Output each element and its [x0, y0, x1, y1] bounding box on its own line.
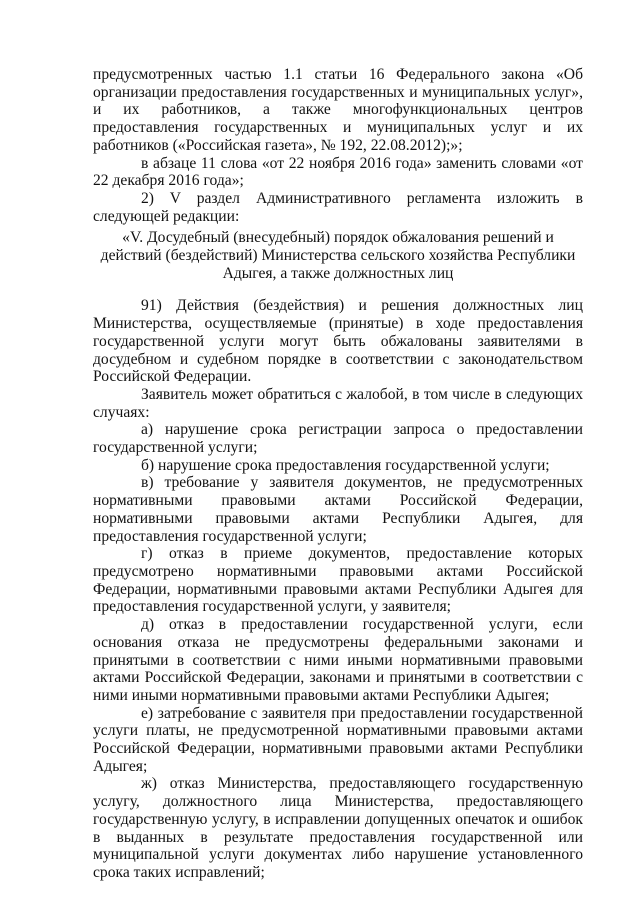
paragraph-continuation: предусмотренных частью 1.1 статьи 16 Федерального закона «Об организации предоставления государственных и муниципальных услуг», и их работников, а также многофункциональных центров предоставления государственных и муниципальных услуг и их работников («Российская газета», № 192, 22.08.2012);»;: [93, 66, 583, 154]
paragraph-complaint-cases: Заявитель может обратиться с жалобой, в том числе в следующих случаях:: [93, 385, 583, 421]
paragraph-91: 91) Действия (бездействия) и решения должностных лиц Министерства, осуществляемые (принятые) в ходе предоставления государственной услуги могут быть обжалованы заявителями в досудебном и судебном порядке в соответствии с законодательством Российской Федерации.: [93, 297, 583, 386]
paragraph-section-v-intro: 2) V раздел Административного регламента изложить в следующей редакции:: [93, 189, 583, 225]
list-item-v: в) требование у заявителя документов, не предусмотренных нормативными правовыми актами Российской Федерации, нормативными правовыми актами Республики Адыгея, для предоставления государственной услуги;: [93, 474, 583, 545]
list-item-g: г) отказ в приеме документов, предоставление которых предусмотрено нормативными правовыми актами Российской Федерации, нормативными правовыми актами Республики Адыгея для предоставления государственной услуги, у заявителя;: [93, 545, 583, 616]
section-heading-line-1: «V. Досудебный (внесудебный) порядок обжалования решений и: [122, 229, 554, 247]
section-heading-line-3: Адыгея, а также должностных лиц: [222, 264, 454, 282]
section-heading-line-2: действий (бездействий) Министерства сельского хозяйства Республики: [100, 247, 576, 265]
paragraph-amendment-date: в абзаце 11 слова «от 22 ноября 2016 года» заменить словами «от 22 декабря 2016 года»;: [93, 154, 583, 190]
list-item-zh: ж) отказ Министерства, предоставляющего государственную услугу, должностного лица Министерства, предоставляющего государственную услугу, в исправлении допущенных опечаток и ошибок в выданных в результате предоставления государственной или муниципальной услуги документах либо нарушение установленного срока таких исправлений;: [93, 775, 583, 881]
list-item-d: д) отказ в предоставлении государственной услуги, если основания отказа не предусмотрены федеральными законами и принятыми в соответствии с ними иными нормативными правовыми актами Российской Федерации, законами и принятыми в соответствии с ними иными нормативными правовыми актами Республики Адыгея;: [93, 616, 583, 704]
list-item-a: а) нарушение срока регистрации запроса о предоставлении государственной услуги;: [93, 421, 583, 457]
list-item-e: е) затребование с заявителя при предоставлении государственной услуги платы, не предусмотренной нормативными правовыми актами Российской Федерации, нормативными правовыми актами Республики Адыгея;: [93, 704, 583, 775]
list-item-b: б) нарушение срока предоставления государственной услуги;: [141, 456, 550, 474]
section-heading: [93, 229, 583, 282]
